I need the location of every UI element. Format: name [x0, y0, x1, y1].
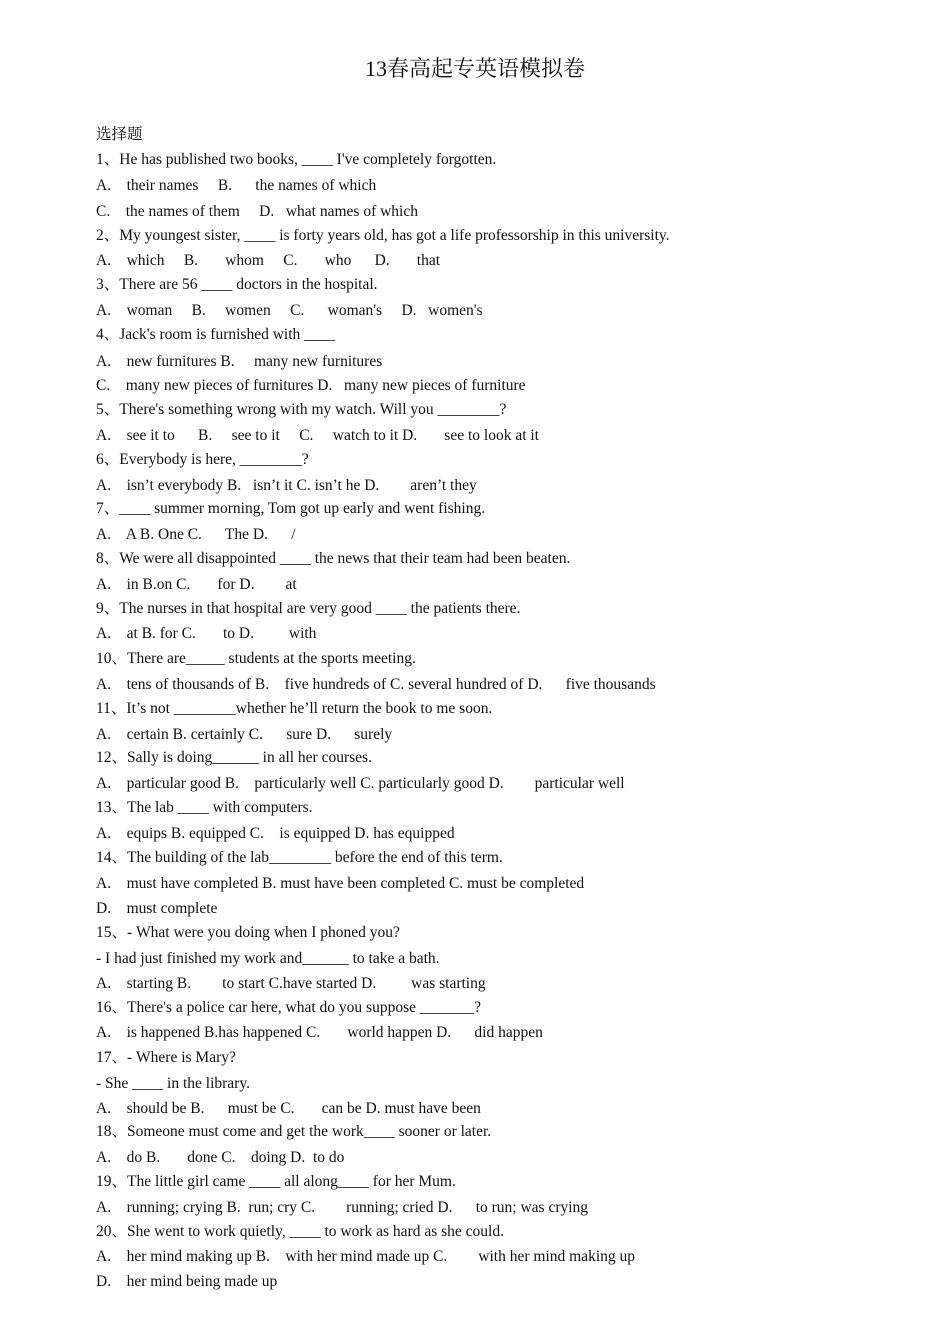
answer-line: A. starting B. to start C.have started D. was starting: [96, 975, 486, 992]
section-heading: 选择题: [96, 126, 143, 143]
question-line: 19、The little girl came ____ all along____ for her Mum.: [96, 1173, 456, 1190]
question-line: 18、Someone must come and get the work____ sooner or later.: [96, 1123, 492, 1140]
question-line: 10、There are_____ students at the sports meeting.: [96, 650, 416, 667]
question-line: 14、The building of the lab________ before the end of this term.: [96, 849, 503, 866]
question-line: 3、There are 56 ____ doctors in the hospital.: [96, 276, 378, 293]
question-line: 13、The lab ____ with computers.: [96, 799, 313, 816]
question-line: 15、- What were you doing when I phoned you?: [96, 924, 400, 941]
answer-line: A. A B. One C. The D. /: [96, 526, 296, 543]
answer-line: A. new furnitures B. many new furnitures: [96, 353, 383, 370]
answer-line: D. must complete: [96, 900, 218, 917]
page-title: 13春高起专英语模拟卷: [364, 56, 585, 81]
question-line: 5、There's something wrong with my watch. Will you ________?: [96, 401, 507, 418]
answer-line: D. her mind being made up: [96, 1273, 278, 1290]
answer-line: C. the names of them D. what names of which: [96, 203, 418, 220]
answer-line: A. her mind making up B. with her mind made up C. with her mind making up: [96, 1248, 635, 1265]
answer-line: A. particular good B. particularly well C. particularly good D. particular well: [96, 775, 625, 792]
answer-line: A. certain B. certainly C. sure D. surely: [96, 726, 393, 743]
question-line: 12、Sally is doing______ in all her courses.: [96, 749, 372, 766]
answer-line: A. should be B. must be C. can be D. must have been: [96, 1100, 481, 1117]
question-line: 2、My youngest sister, ____ is forty years old, has got a life professorship in this university.: [96, 227, 670, 244]
answer-line: A. must have completed B. must have been completed C. must be completed: [96, 875, 585, 892]
question-line: 20、She went to work quietly, ____ to work as hard as she could.: [96, 1223, 504, 1240]
question-line: 16、There's a police car here, what do you suppose _______?: [96, 999, 482, 1016]
answer-line: A. woman B. women C. woman's D. women's: [96, 302, 483, 319]
question-line: 1、He has published two books, ____ I've completely forgotten.: [96, 151, 497, 168]
answer-line: A. at B. for C. to D. with: [96, 625, 317, 642]
question-line: 11、It’s not ________whether he’ll return the book to me soon.: [96, 700, 493, 717]
answer-line: A. equips B. equipped C. is equipped D. has equipped: [96, 825, 455, 842]
question-line: 6、Everybody is here, ________?: [96, 451, 309, 468]
answer-line: A. isn’t everybody B. isn’t it C. isn’t he D. aren’t they: [96, 477, 477, 494]
question-line: 7、____ summer morning, Tom got up early and went fishing.: [96, 500, 486, 517]
answer-line: A. running; crying B. run; cry C. running; cried D. to run; was crying: [96, 1199, 589, 1216]
answer-line: A. do B. done C. doing D. to do: [96, 1149, 345, 1166]
question-line: 8、We were all disappointed ____ the news that their team had been beaten.: [96, 550, 571, 567]
answer-line: - She ____ in the library.: [96, 1075, 250, 1092]
answer-line: A. tens of thousands of B. five hundreds of C. several hundred of D. five thousands: [96, 676, 656, 693]
question-line: 9、The nurses in that hospital are very good ____ the patients there.: [96, 600, 521, 617]
answer-line: A. which B. whom C. who D. that: [96, 252, 441, 269]
question-line: 4、Jack's room is furnished with ____: [96, 326, 336, 343]
question-line: 17、- Where is Mary?: [96, 1049, 236, 1066]
answer-line: C. many new pieces of furnitures D. many new pieces of furniture: [96, 377, 526, 394]
answer-line: - I had just finished my work and______ to take a bath.: [96, 950, 440, 967]
answer-line: A. is happened B.has happened C. world happen D. did happen: [96, 1024, 543, 1041]
answer-line: A. in B.on C. for D. at: [96, 576, 297, 593]
answer-line: A. their names B. the names of which: [96, 177, 377, 194]
answer-line: A. see it to B. see to it C. watch to it D. see to look at it: [96, 427, 539, 444]
